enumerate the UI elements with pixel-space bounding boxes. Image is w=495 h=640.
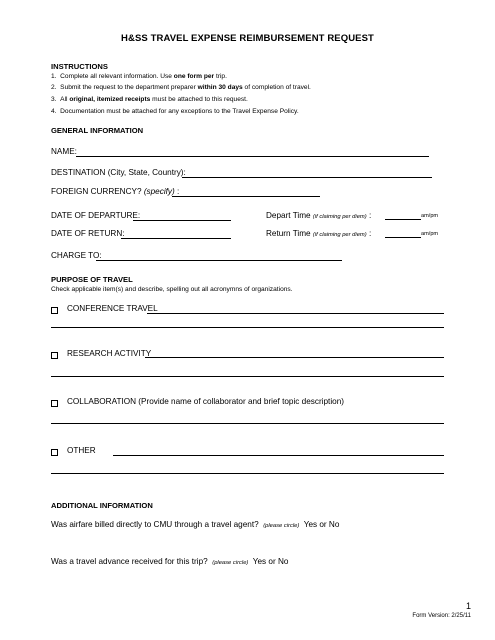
airfare-question: Was airfare billed directly to CMU through a travel agent? (please circle) Yes or No: [51, 520, 340, 529]
return-time-label: Return Time (if claiming per diem) :: [266, 229, 372, 238]
research-activity-label: RESEARCH ACTIVITY: [67, 349, 152, 358]
instructions-heading: INSTRUCTIONS: [51, 62, 108, 71]
foreign-currency-field[interactable]: [172, 196, 320, 197]
charge-to-label: CHARGE TO:: [51, 251, 102, 260]
departure-date-field[interactable]: [133, 220, 231, 221]
return-date-label: DATE OF RETURN:: [51, 229, 125, 238]
page-number: 1: [465, 601, 471, 611]
collaboration-line[interactable]: [51, 423, 444, 424]
instruction-item-4: 4. Documentation must be attached for any exceptions to the Travel Expense Policy.: [51, 108, 299, 115]
purpose-heading: PURPOSE OF TRAVEL: [51, 275, 133, 284]
collaboration-label: COLLABORATION (Provide name of collaborator and brief topic description): [67, 397, 344, 406]
instruction-item-3: 3. All original, itemized receipts must be attached to this request.: [51, 96, 248, 103]
destination-label: DESTINATION (City, State, Country):: [51, 168, 186, 177]
destination-field[interactable]: [182, 177, 432, 178]
purpose-instructions: Check applicable item(s) and describe, spelling out all acronymns of organizations.: [51, 286, 293, 293]
instruction-item-1: 1. Complete all relevant information. Use one form per trip.: [51, 73, 227, 80]
research-activity-line-2[interactable]: [51, 376, 444, 377]
return-time-field[interactable]: [385, 237, 421, 238]
conference-travel-label: CONFERENCE TRAVEL: [67, 304, 158, 313]
advance-question: Was a travel advance received for this trip? (please circle) Yes or No: [51, 557, 289, 566]
name-field[interactable]: [76, 156, 429, 157]
other-checkbox[interactable]: [51, 449, 58, 456]
research-activity-checkbox[interactable]: [51, 352, 58, 359]
advance-answer[interactable]: Yes or No: [252, 557, 289, 566]
conference-travel-line[interactable]: [147, 313, 444, 314]
instruction-item-2: 2. Submit the request to the department preparer within 30 days of completion of travel.: [51, 84, 311, 91]
name-label: NAME:: [51, 147, 77, 156]
return-ampm: am/pm: [421, 231, 439, 237]
other-line[interactable]: [113, 455, 444, 456]
return-date-field[interactable]: [121, 238, 231, 239]
page-title: H&SS TRAVEL EXPENSE REIMBURSEMENT REQUEST: [121, 33, 374, 44]
additional-heading: ADDITIONAL INFORMATION: [51, 501, 153, 510]
conference-travel-checkbox[interactable]: [51, 307, 58, 314]
departure-date-label: DATE OF DEPARTURE:: [51, 211, 141, 220]
charge-to-field[interactable]: [96, 260, 342, 261]
depart-time-label: Depart Time (if claiming per diem) :: [266, 211, 372, 220]
foreign-currency-label: FOREIGN CURRENCY? (specify) :: [51, 187, 180, 196]
depart-time-field[interactable]: [385, 219, 421, 220]
conference-travel-line-2[interactable]: [51, 327, 444, 328]
other-line-2[interactable]: [51, 473, 444, 474]
collaboration-checkbox[interactable]: [51, 400, 58, 407]
airfare-answer[interactable]: Yes or No: [303, 520, 340, 529]
depart-ampm: am/pm: [421, 213, 439, 219]
general-heading: GENERAL INFORMATION: [51, 126, 144, 135]
research-activity-line[interactable]: [145, 357, 444, 358]
other-label: OTHER: [67, 446, 96, 455]
form-version: Form Version: 2/25/11: [412, 613, 471, 619]
